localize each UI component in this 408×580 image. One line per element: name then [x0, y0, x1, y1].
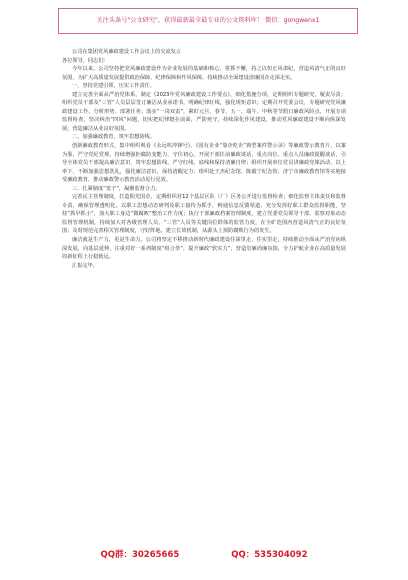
paragraph: 建立完善全面从严治党体系，制定《2023年党风廉政建设工作要点》，细化措施分项，定期组织专题研究，履责尽责；组织党员干部及“三管”人员层层签订廉洁从业承诺书，明确纪律红线，强化规矩意识；定期召开党委会议，专题研究党风廉政建设工作，分析形势、部署任务；落实“一岗双责”，紧盯元旦、春节、五一、端午、中秋等节假日廉政风险点，开展专项监督检查，坚决纠治“四风”问题，切实把纪律挺在前面，严防死守，持续深化作风建设，推动党风廉政建设不断向纵深发展，营造廉洁从业良好氛围。 [62, 91, 346, 132]
paragraph: 廉洁就是生产力，更是生命力。公司将坚定不移推动新时代廉政建设往深里走、往实里走，持续推动全面从严治党向纵深发展，向基层延伸，注重对好一系列制度“组合拳”，提升廉政“软实力”，营造崇廉尚廉氛围，全力护航企业在高质量发展的新征程上行稳致远。 [62, 237, 346, 261]
paragraph: 完善民主管理制度，打造阳光国企，定期组织对12个基层区队（厂）区务公开进行监督检查；细化监督主体责任和监督专责，确保管理透明化，以职工思想动态研判及职工接待为抓手，畅通信息反馈渠道，充分发挥好职工群众监督职能，坚持“抓早抓小”，加大职工身边“微腐败”整治工作力度；执行干部廉政档案管理制度，建立党委党员领导干部、监察对象动态监督管理机制，持续加大对各级管理人员、“三管”人员等关键岗位群体的监管力度，在全矿范围内营造风清气正的良好氛围；及时规范完善相关管理制度，守好阵地，建立长效机制，从源头上预防腐败行为的发生。 [62, 194, 346, 235]
document-body [62, 48, 346, 270]
section-heading: 一、坚持党建引领，压实工作责任。 [72, 83, 156, 90]
paragraph: 创新廉政教育形式，集中组织观看《永远吹冲锋号》、《国有企业“靠企吃企”典型案件警示录》等廉政警示教育片，以案为鉴、严守党纪党规，持续增强拒腐防变能力，守住初心。开展干部任前廉政谈话，重点岗位、重点人员廉政提醒谈话，引导全体党员干部提高廉洁意识，筑牢思想防线，严守红线、底线和保持清廉自律；组织开展单位党员讲廉政党课活动，以上率下，不断加强思想洗礼，强化廉洁意识，保持清醒定力；组织赴王杰纪念馆、陈毅宁纪念馆、济宁市廉政教育馆等实地接受廉政教育，推动廉政警示教育活动见行见效。 [62, 143, 346, 184]
section-heading: 三、扎紧制度“笼子”，凝聚监督合力。 [72, 185, 161, 192]
greeting: 各位领导，同志们： [62, 57, 109, 64]
paragraph: 今年以来，公司坚持把党风廉政建设作为企业发展的基础和核心，常抓不懈，持之以恒正风肃纪，营造风清气正的良好氛围，为扩大高质量发展提供政治保障、纪律保障和作风保障，持续推动全面建设清廉国企走深走实。 [62, 66, 346, 81]
contact-footer [0, 548, 408, 560]
section-heading: 二、加强廉政教育，筑牢思想防线。 [72, 134, 156, 141]
closing-line: 汇报完毕。 [72, 262, 98, 269]
promo-banner-text: 关注头条号"公文研究"，获得最新最全最专业的公文资料库！ 微信：gongwenx1 [96, 17, 320, 24]
promo-banner [58, 8, 358, 34]
document-title: 公司在集团党风廉政建设工作会议上的交流发言 [72, 49, 181, 55]
qq-group-text: QQ群：30265665 [100, 550, 180, 560]
qq-text: QQ：535304092 [231, 550, 308, 560]
